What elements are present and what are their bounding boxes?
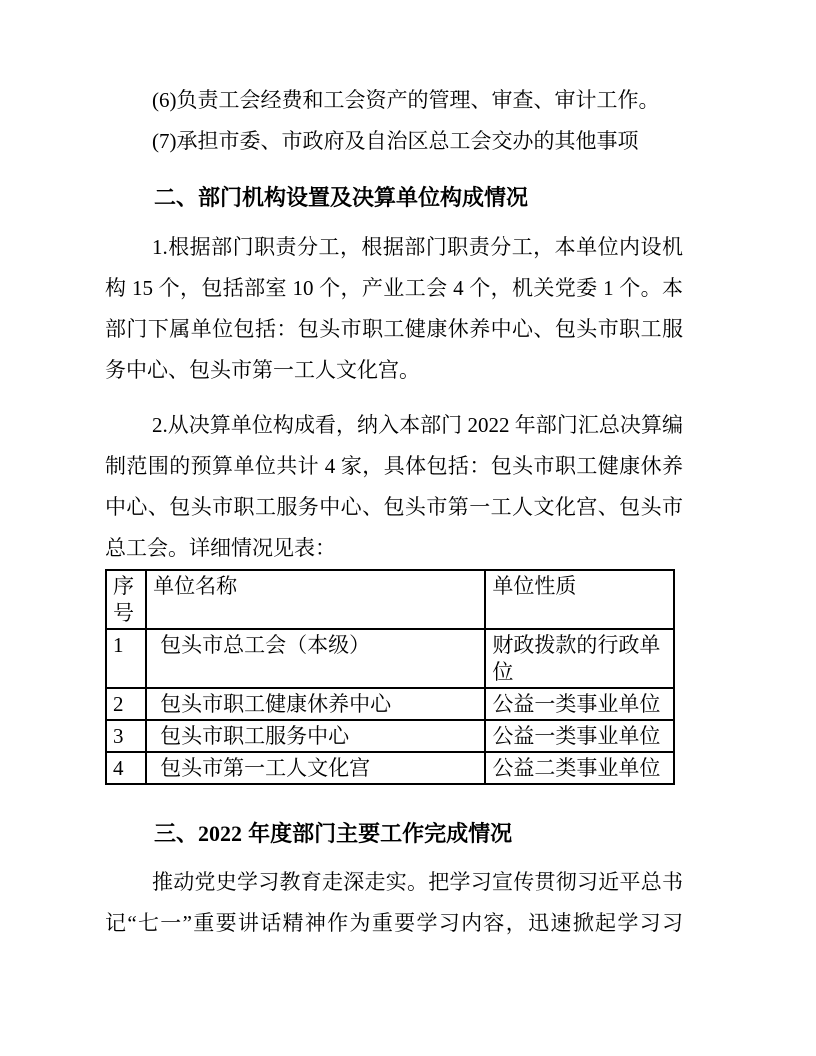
section-2-paragraph-1: 1.根据部门职责分工，根据部门职责分工，本单位内设机构 15 个，包括部室 10 个，产业工会 4 个，机关党委 1 个。本部门下属单位包括：包头市职工健康休养中心、包头市职工服务中心、包头市第一工人文化宫。: [105, 235, 683, 382]
table-row: [106, 720, 674, 752]
section-2-paragraph-2: 2.从决算单位构成看，纳入本部门 2022 年部门汇总决算编制范围的预算单位共计 4 家，具体包括：包头市职工健康休养中心、包头市职工服务中心、包头市第一工人文化宫、包头市总工会。详细情况见表：: [105, 413, 683, 560]
section-3-heading: [105, 813, 683, 854]
table-row: [106, 688, 674, 720]
cell-unit-name: 包头市第一工人文化宫: [146, 752, 485, 784]
cell-unit-name: 包头市总工会（本级）: [146, 629, 485, 688]
cell-serial: 2: [106, 688, 146, 720]
header-serial-number: 序号: [106, 570, 146, 629]
section-3-paragraph-1: 推动党史学习教育走深走实。把学习宣传贯彻习近平总书记“七一”重要讲话精神作为重要学习内容，迅速掀起学习习: [105, 870, 683, 935]
section-3-heading-year: 2022: [198, 821, 243, 846]
section-3-heading-prefix: 三、: [154, 821, 199, 846]
cell-unit-type: 财政拨款的行政单位: [485, 629, 674, 688]
cell-serial: 3: [106, 720, 146, 752]
table-row: [106, 629, 674, 688]
cell-unit-type: 公益一类事业单位: [485, 720, 674, 752]
cell-serial: 1: [106, 629, 146, 688]
duty-item-6: (6)负责工会经费和工会资产的管理、审查、审计工作。: [152, 88, 660, 112]
header-unit-name: 单位名称: [146, 570, 485, 629]
cell-serial: 4: [106, 752, 146, 784]
units-table: [105, 569, 675, 785]
section-2-heading: 二、部门机构设置及决算单位构成情况: [154, 185, 529, 210]
table-row: [106, 752, 674, 784]
section-3-heading-suffix: 年度部门主要工作完成情况: [242, 821, 513, 846]
units-table-header-row: [106, 570, 674, 629]
cell-unit-type: 公益一类事业单位: [485, 688, 674, 720]
duty-item-7: (7)承担市委、市政府及自治区总工会交办的其他事项: [152, 129, 639, 153]
header-unit-type: 单位性质: [485, 570, 674, 629]
cell-unit-name: 包头市职工健康休养中心: [146, 688, 485, 720]
cell-unit-type: 公益二类事业单位: [485, 752, 674, 784]
cell-unit-name: 包头市职工服务中心: [146, 720, 485, 752]
